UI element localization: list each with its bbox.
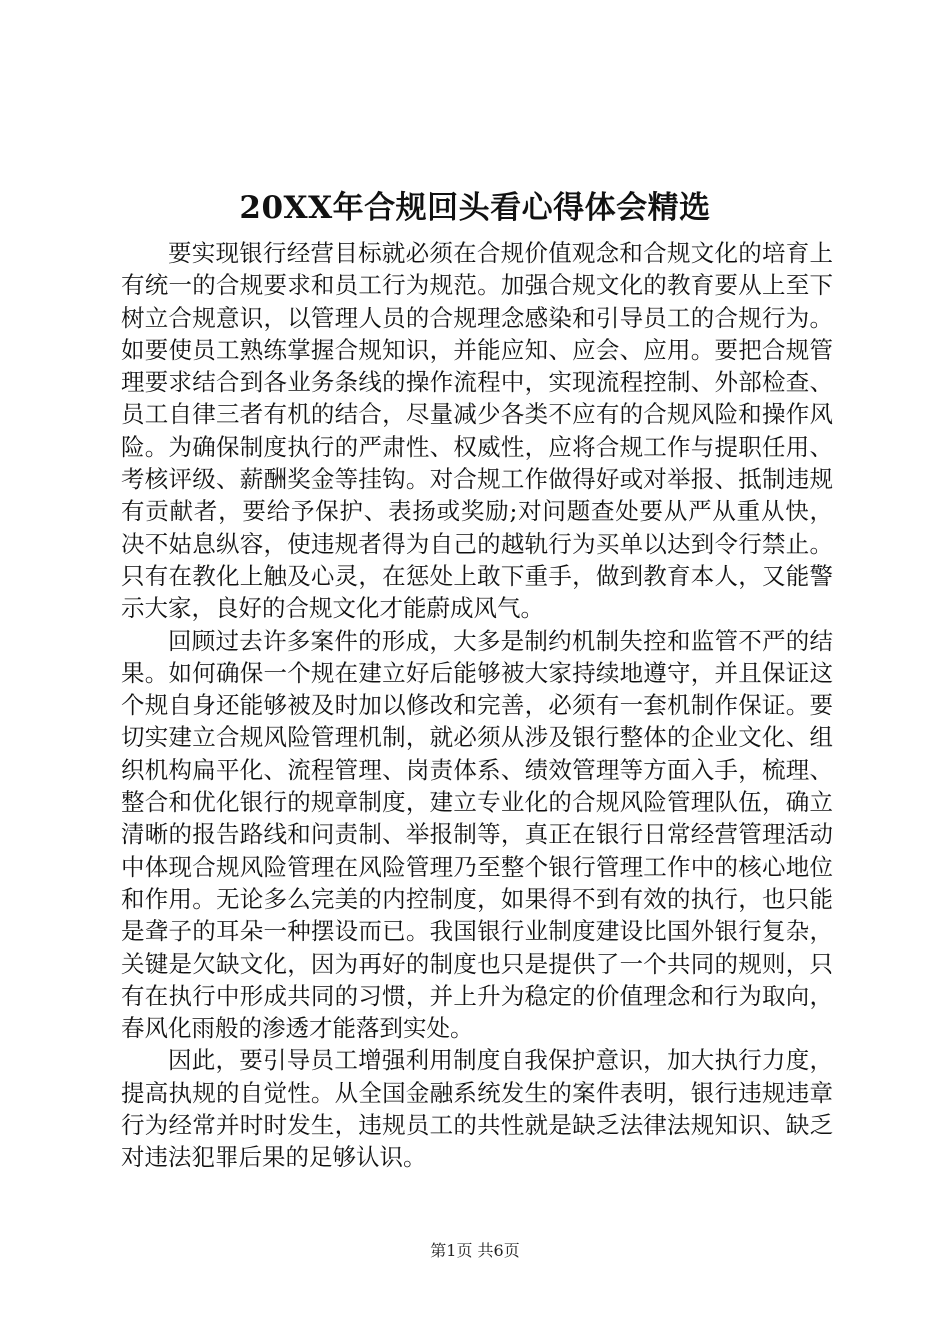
document-body — [121, 237, 833, 1174]
page-number-footer: 第1页 共6页 — [430, 1241, 520, 1260]
paragraph-2: 回顾过去许多案件的形成，大多是制约机制失控和监管不严的结果。如何确保一个规在建立好后能够被大家持续地遵守，并且保证这个规自身还能够被及时加以修改和完善，必须有一套机制作保证。要切实建立合规风险管理机制，就必须从涉及银行整体的企业文化、组织机构扁平化、流程管理、岗责体系、绩效管理等方面入手，梳理、整合和优化银行的规章制度，建立专业化的合规风险管理队伍，确立清晰的报告路线和问责制、举报制等，真正在银行日常经营管理活动中体现合规风险管理在风险管理乃至整个银行管理工作中的核心地位和作用。无论多么完美的内控制度，如果得不到有效的执行，也只能是聋子的耳朵一种摆设而已。我国银行业制度建设比国外银行复杂，关键是欠缺文化，因为再好的制度也只是提供了一个共同的规则，只有在执行中形成共同的习惯，并上升为稳定的价值理念和行为取向，春风化雨般的渗透才能落到实处。 — [121, 626, 833, 1043]
document-title: 20XX年合规回头看心得体会精选 — [239, 190, 711, 226]
paragraph-1: 要实现银行经营目标就必须在合规价值观念和合规文化的培育上有统一的合规要求和员工行为规范。加强合规文化的教育要从上至下树立合规意识，以管理人员的合规理念感染和引导员工的合规行为。如要使员工熟练掌握合规知识，并能应知、应会、应用。要把合规管理要求结合到各业务条线的操作流程中，实现流程控制、外部检查、员工自律三者有机的结合，尽量减少各类不应有的合规风险和操作风险。为确保制度执行的严肃性、权威性，应将合规工作与提职任用、考核评级、薪酬奖金等挂钩。对合规工作做得好或对举报、抵制违规有贡献者，要给予保护、表扬或奖励;对问题查处要从严从重从快，决不姑息纵容，使违规者得为自己的越轨行为买单以达到令行禁止。只有在教化上触及心灵，在惩处上敢下重手，做到教育本人，又能警示大家，良好的合规文化才能蔚成风气。 — [121, 239, 833, 623]
paragraph-3: 因此，要引导员工增强利用制度自我保护意识，加大执行力度，提高执规的自觉性。从全国金融系统发生的案件表明，银行违规违章行为经常并时时发生，违规员工的共性就是缺乏法律法规知识、缺乏对违法犯罪后果的足够认识。 — [121, 1046, 833, 1172]
